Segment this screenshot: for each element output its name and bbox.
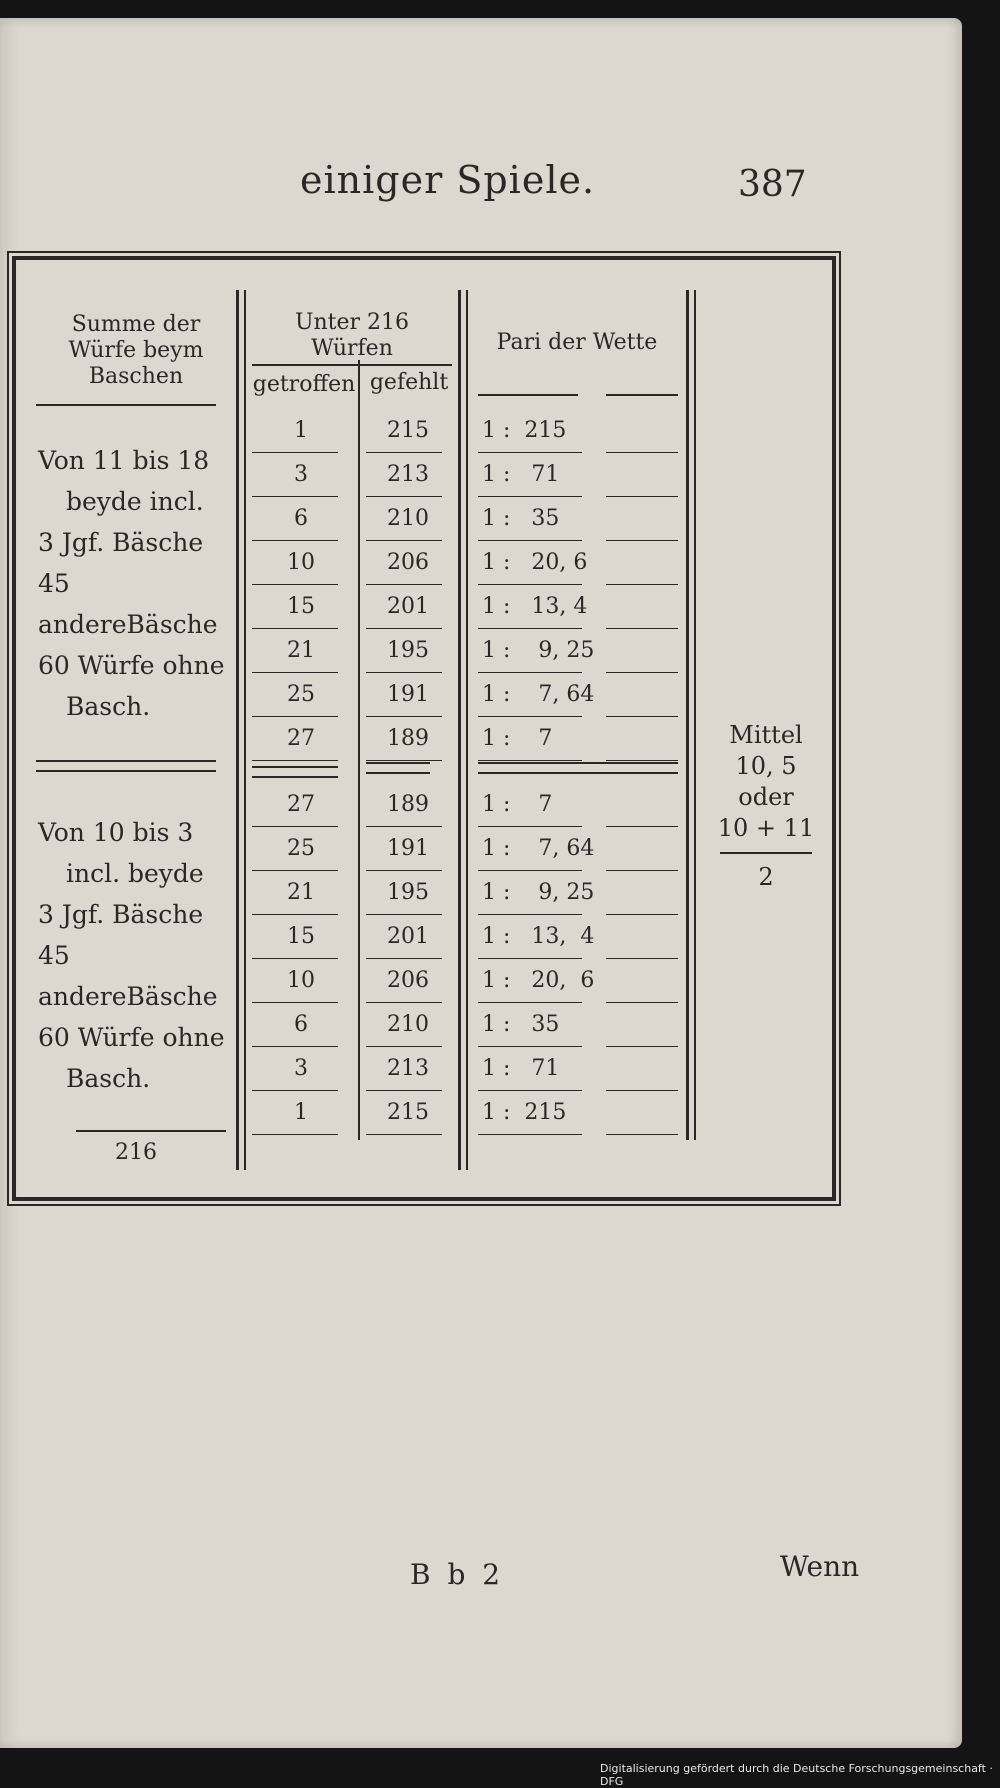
row-rule — [606, 452, 678, 453]
cell-getroffen: 21 — [287, 638, 315, 663]
section-divider — [252, 766, 338, 778]
row-rule — [606, 496, 678, 497]
cell-getroffen: 21 — [287, 880, 315, 905]
row-rule — [252, 716, 338, 717]
column-rule — [686, 290, 689, 1140]
row-rule — [478, 452, 582, 453]
row-rule — [478, 760, 582, 761]
cell-pari: 1 : 215 — [482, 418, 567, 443]
row-rule — [478, 870, 582, 871]
row-rule — [252, 1002, 338, 1003]
row-rule — [366, 760, 442, 761]
row-rule — [478, 826, 582, 827]
row-rule — [366, 1134, 442, 1135]
header-getroffen: getroffen — [252, 372, 356, 397]
row-rule — [366, 584, 442, 585]
cell-getroffen: 10 — [287, 550, 315, 575]
row-rule — [252, 540, 338, 541]
cell-gefehlt: 189 — [387, 726, 429, 751]
row-rule — [478, 584, 582, 585]
cell-gefehlt: 210 — [387, 1012, 429, 1037]
row-rule — [366, 716, 442, 717]
row-rule — [606, 760, 678, 761]
running-head: einiger Spiele. — [300, 158, 596, 202]
cell-getroffen: 6 — [294, 1012, 308, 1037]
cell-pari: 1 : 7 — [482, 726, 553, 751]
row-rule — [366, 870, 442, 871]
row-rule — [252, 628, 338, 629]
cell-gefehlt: 206 — [387, 968, 429, 993]
row-rule — [252, 870, 338, 871]
cell-gefehlt: 210 — [387, 506, 429, 531]
row-rule — [252, 1134, 338, 1135]
row-rule — [606, 716, 678, 717]
row-rule — [478, 958, 582, 959]
row-rule — [252, 1046, 338, 1047]
cell-getroffen: 6 — [294, 506, 308, 531]
catchword: Wenn — [780, 1550, 860, 1583]
row-rule — [252, 452, 338, 453]
cell-getroffen: 3 — [294, 1056, 308, 1081]
cell-pari: 1 : 35 — [482, 506, 560, 531]
row-rule — [252, 1090, 338, 1091]
row-rule — [606, 1134, 678, 1135]
cell-pari: 1 : 20, 6 — [482, 968, 595, 993]
row-rule — [478, 716, 582, 717]
row-rule — [606, 628, 678, 629]
cell-gefehlt: 189 — [387, 792, 429, 817]
row-rule — [606, 672, 678, 673]
row-rule — [606, 958, 678, 959]
cell-getroffen: 1 — [294, 1100, 308, 1125]
column-rule — [458, 290, 461, 1170]
row-rule — [252, 914, 338, 915]
cell-pari: 1 : 215 — [482, 1100, 567, 1125]
cell-gefehlt: 201 — [387, 594, 429, 619]
cell-pari: 1 : 7, 64 — [482, 836, 595, 861]
row-rule — [478, 1002, 582, 1003]
digitization-credit: Digitalisierung gefördert durch die Deutsche Forschungsgemeinschaft · DFG — [600, 1762, 993, 1788]
header-rule — [252, 364, 452, 366]
cell-getroffen: 27 — [287, 726, 315, 751]
total-value: 216 — [115, 1140, 157, 1165]
cell-pari: 1 : 20, 6 — [482, 550, 588, 575]
cell-gefehlt: 215 — [387, 418, 429, 443]
cell-getroffen: 10 — [287, 968, 315, 993]
cell-gefehlt: 191 — [387, 682, 429, 707]
row-rule — [366, 672, 442, 673]
row-rule — [606, 1002, 678, 1003]
cell-gefehlt: 206 — [387, 550, 429, 575]
cell-pari: 1 : 71 — [482, 1056, 560, 1081]
row-rule — [478, 540, 582, 541]
cell-pari: 1 : 7, 64 — [482, 682, 595, 707]
cell-gefehlt: 213 — [387, 462, 429, 487]
row-rule — [478, 628, 582, 629]
cell-gefehlt: 215 — [387, 1100, 429, 1125]
cell-pari: 1 : 9, 25 — [482, 880, 595, 905]
odds-table — [12, 256, 836, 1201]
row-rule — [252, 826, 338, 827]
signature-mark: B b 2 — [410, 1558, 505, 1591]
section-divider — [366, 762, 430, 774]
column-rule — [694, 290, 696, 1140]
fraction-bar — [720, 852, 812, 854]
header-pari: Pari der Wette — [496, 330, 658, 355]
row-rule — [252, 496, 338, 497]
header-rule — [36, 404, 216, 406]
row-rule — [478, 1090, 582, 1091]
page-number: 387 — [738, 164, 807, 205]
cell-pari: 1 : 35 — [482, 1012, 560, 1037]
cell-pari: 1 : 13, 4 — [482, 924, 595, 949]
row-rule — [606, 870, 678, 871]
row-rule — [606, 1046, 678, 1047]
row-rule — [478, 1046, 582, 1047]
column-rule — [466, 290, 468, 1170]
cell-getroffen: 25 — [287, 836, 315, 861]
row-rule — [366, 958, 442, 959]
mittel-note: Mittel 10, 5 oder 10 + 11 2 — [717, 721, 815, 891]
cell-pari: 1 : 71 — [482, 462, 560, 487]
cell-getroffen: 27 — [287, 792, 315, 817]
cell-pari: 1 : 9, 25 — [482, 638, 595, 663]
row-rule — [366, 826, 442, 827]
header-summe: Summe der Würfe beym Baschen — [68, 312, 204, 389]
header-gefehlt: gefehlt — [369, 370, 449, 395]
column-rule — [358, 360, 360, 1140]
row-rule — [252, 958, 338, 959]
row-rule — [478, 1134, 582, 1135]
lower-block-label: Von 10 bis 3 incl. beyde 3 Jgf. Bäsche 45 andereBäsche 60 Würfe ohne Basch. — [38, 818, 225, 1093]
cell-gefehlt: 195 — [387, 638, 429, 663]
row-rule — [252, 584, 338, 585]
cell-getroffen: 1 — [294, 418, 308, 443]
cell-getroffen: 15 — [287, 594, 315, 619]
section-divider — [36, 760, 216, 772]
row-rule — [366, 914, 442, 915]
row-rule — [478, 496, 582, 497]
header-rule — [606, 394, 678, 396]
total-rule — [76, 1130, 226, 1132]
row-rule — [366, 1046, 442, 1047]
row-rule — [366, 1002, 442, 1003]
header-rule — [478, 394, 578, 396]
row-rule — [366, 628, 442, 629]
cell-getroffen: 25 — [287, 682, 315, 707]
row-rule — [606, 826, 678, 827]
row-rule — [478, 672, 582, 673]
cell-gefehlt: 195 — [387, 880, 429, 905]
row-rule — [606, 540, 678, 541]
cell-pari: 1 : 7 — [482, 792, 553, 817]
row-rule — [606, 914, 678, 915]
row-rule — [252, 672, 338, 673]
row-rule — [606, 1090, 678, 1091]
row-rule — [606, 584, 678, 585]
header-unter: Unter 216 Würfen — [294, 310, 410, 361]
cell-getroffen: 3 — [294, 462, 308, 487]
cell-gefehlt: 191 — [387, 836, 429, 861]
row-rule — [366, 540, 442, 541]
row-rule — [252, 760, 338, 761]
upper-block-label: Von 11 bis 18 beyde incl. 3 Jgf. Bäsche 45 andereBäsche 60 Würfe ohne Basch. — [38, 446, 225, 721]
cell-gefehlt: 213 — [387, 1056, 429, 1081]
row-rule — [478, 914, 582, 915]
row-rule — [366, 452, 442, 453]
section-divider — [478, 762, 678, 774]
row-rule — [366, 1090, 442, 1091]
cell-pari: 1 : 13, 4 — [482, 594, 588, 619]
row-rule — [366, 496, 442, 497]
cell-gefehlt: 201 — [387, 924, 429, 949]
cell-getroffen: 15 — [287, 924, 315, 949]
